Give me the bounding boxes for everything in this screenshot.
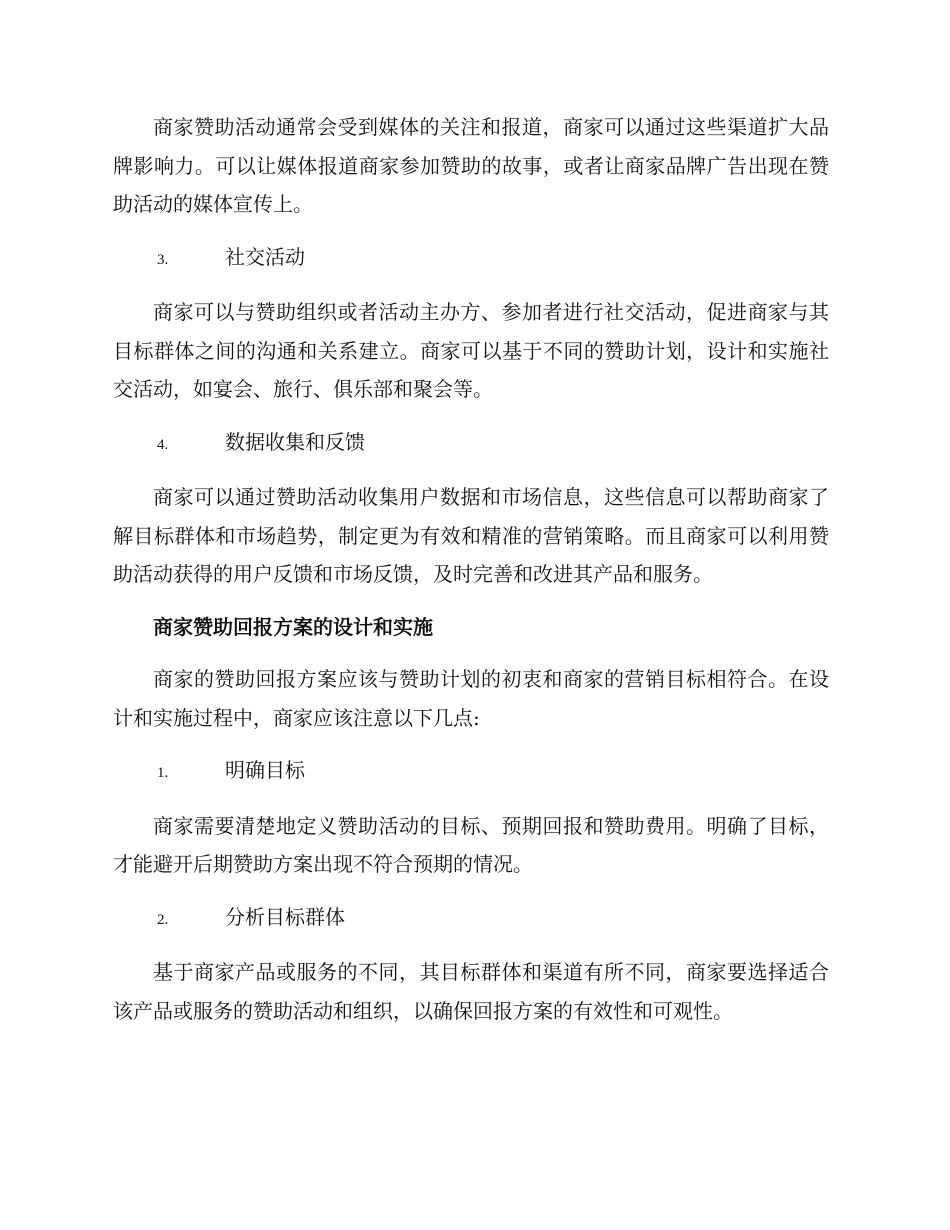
paragraph-target-audience: 基于商家产品或服务的不同，其目标群体和渠道有所不同，商家要选择适合该产品或服务的赞助活动和组织，以确保回报方案的有效性和可观性。	[113, 960, 829, 1023]
list-item-title: 数据收集和反馈	[225, 429, 365, 454]
document-body	[113, 108, 829, 1044]
list-item-title: 社交活动	[225, 244, 305, 269]
paragraph-media-exposure: 商家赞助活动通常会受到媒体的关注和报道，商家可以通过这些渠道扩大品牌影响力。可以让媒体报道商家参加赞助的故事，或者让商家品牌广告出现在赞助活动的媒体宣传上。	[113, 115, 829, 216]
list-item-title: 分析目标群体	[225, 904, 345, 929]
section-heading: 商家赞助回报方案的设计和实施	[153, 614, 433, 639]
paragraph-data-collection: 商家可以通过赞助活动收集用户数据和市场信息，这些信息可以帮助商家了解目标群体和市场趋势，制定更为有效和精准的营销策略。而且商家可以利用赞助活动获得的用户反馈和市场反馈，及时完善和改进其产品和服务。	[113, 485, 829, 586]
list-item-social-activities	[113, 238, 829, 280]
paragraph-design-intro: 商家的赞助回报方案应该与赞助计划的初衷和商家的营销目标相符合。在设计和实施过程中，商家应该注意以下几点:	[113, 667, 829, 730]
list-item-target-audience	[113, 898, 829, 940]
list-number: 4.	[157, 436, 169, 453]
list-number: 1.	[157, 765, 169, 781]
list-number: 2.	[157, 911, 169, 928]
list-item-title: 明确目标	[225, 758, 305, 782]
list-item-data-collection	[113, 423, 829, 465]
list-number: 3.	[157, 251, 169, 268]
paragraph-clear-goals: 商家需要清楚地定义赞助活动的目标、预期回报和赞助费用。明确了目标，才能避开后期赞助方案出现不符合预期的情况。	[113, 813, 829, 876]
list-item-clear-goals	[113, 751, 829, 793]
paragraph-social-activities: 商家可以与赞助组织或者活动主办方、参加者进行社交活动，促进商家与其目标群体之间的沟通和关系建立。商家可以基于不同的赞助计划，设计和实施社交活动，如宴会、旅行、俱乐部和聚会等。	[113, 300, 829, 401]
